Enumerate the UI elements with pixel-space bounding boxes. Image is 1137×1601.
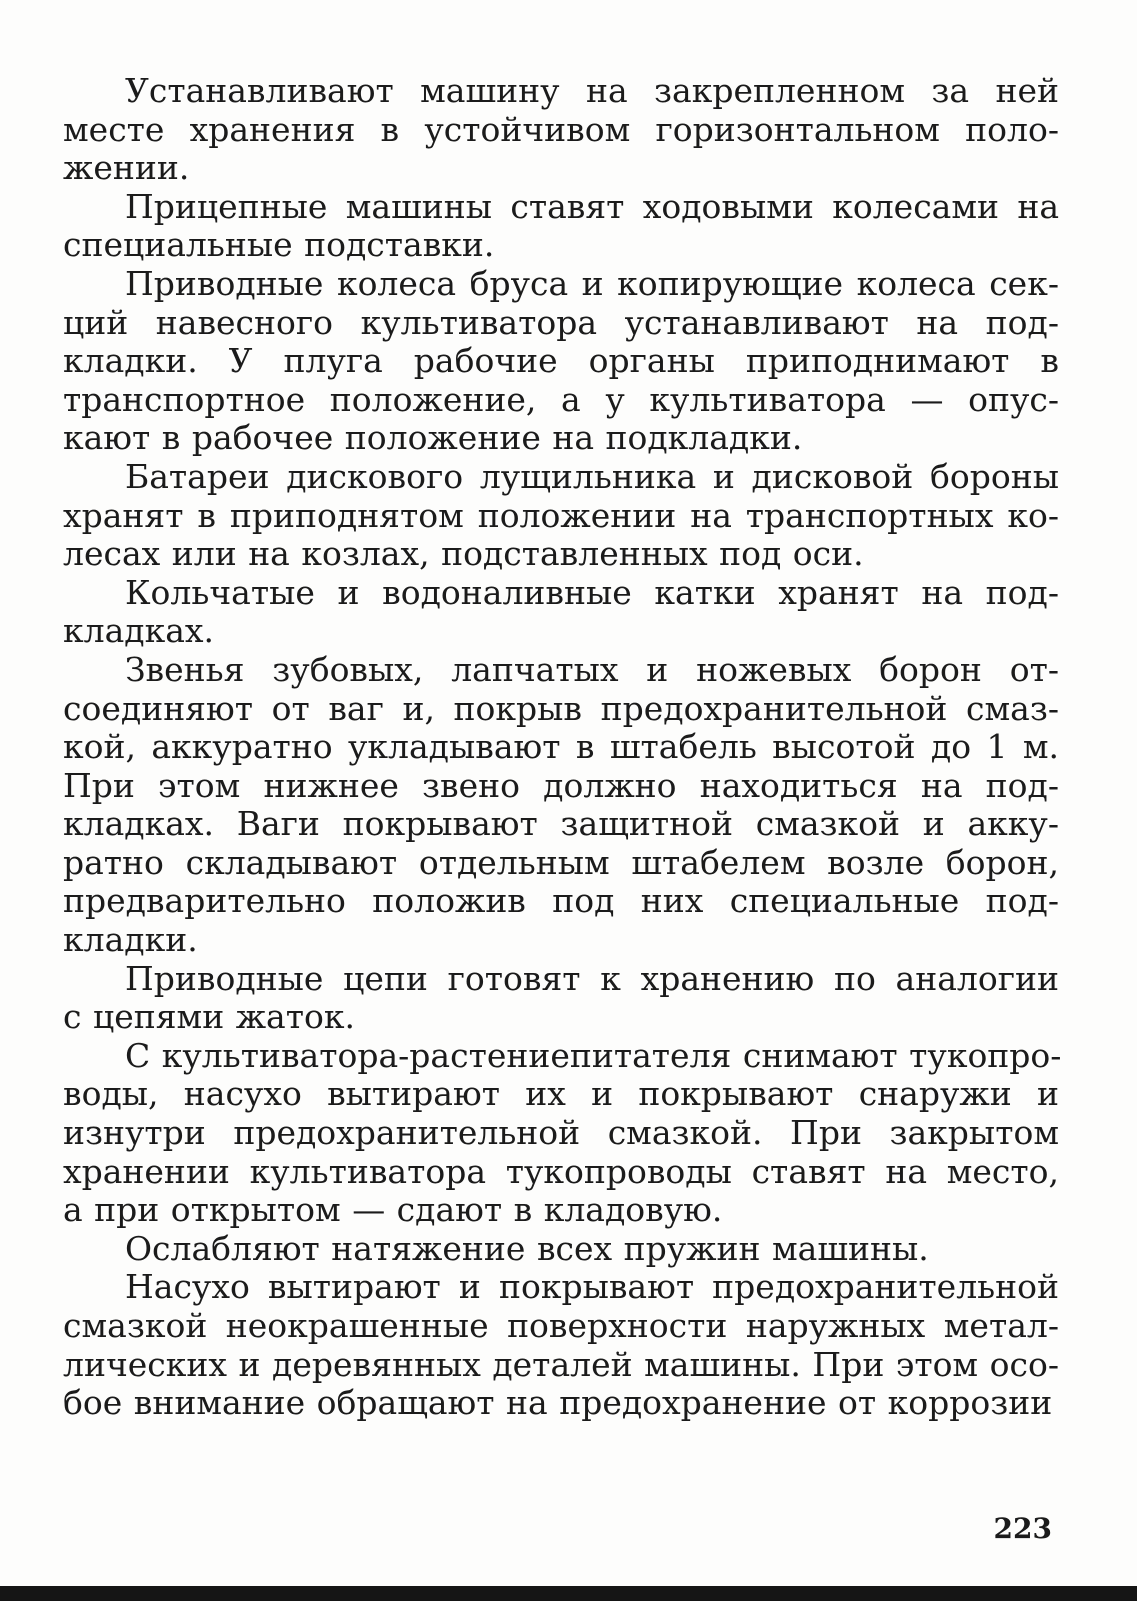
text-line: транспортное положение, а у культиватора — опус- [63,379,1059,419]
text-line: ратно складывают отдельным штабелем возле борон, [63,842,1059,882]
body-text [63,71,1062,1423]
text-line: кладках. Ваги покрывают защитной смазкой и акку- [63,804,1059,844]
text-line: жении. [63,148,190,188]
text-line: лесах или на козлах, подставленных под оси. [63,534,864,574]
text-line: Приводные колеса бруса и копирующие колеса сек- [125,263,1059,303]
paragraph [63,458,1059,574]
text-line: кой, аккуратно укладывают в штабель высотой до 1 м. [63,727,1059,767]
text-line: Кольчатые и водоналивные катки хранят на под- [125,572,1059,612]
text-line: С культиватора-растениепитателя снимают тукопро- [125,1035,1062,1075]
paragraph [63,265,1059,458]
text-line: При этом нижнее звено должно находиться на под- [63,765,1059,805]
paragraph [63,1035,1062,1230]
text-line: специальные подставки. [63,225,495,265]
text-line: кладки. [63,920,198,960]
text-line: кладках. [63,611,214,651]
text-line: воды, насухо вытирают их и покрывают снаружи и [63,1074,1059,1114]
text-line: кают в рабочее положение на подкладки. [63,418,803,458]
paragraph [63,188,1059,265]
text-line: смазкой неокрашенные поверхности наружных метал- [63,1306,1059,1345]
text-line: Насухо вытирают и покрывают предохранительной [125,1267,1059,1307]
text-line: месте хранения в устойчивом горизонтальном поло- [63,109,1059,149]
text-line: предварительно положив под них специальные под- [63,881,1059,921]
scan-bottom-edge [0,1586,1137,1601]
paragraph [63,651,1059,960]
text-line: ций навесного культиватора устанавливают на под- [63,302,1059,342]
text-line: с цепями жаток. [63,997,355,1037]
text-line: кладки. У плуга рабочие органы приподнимают в [63,341,1059,381]
text-line: Звенья зубовых, лапчатых и ножевых борон от- [125,649,1059,689]
text-line: а при открытом — сдают в кладовую. [63,1190,723,1230]
text-line: Прицепные машины ставят ходовыми колесами на [125,186,1059,226]
page-number: 223 [993,1512,1052,1545]
text-line: Батареи дискового лущильника и дисковой бороны [125,456,1059,496]
paragraph [63,574,1059,651]
paragraph [63,960,1059,1037]
paragraph [63,72,1059,188]
text-line: хранят в приподнятом положении на транспортных ко- [63,495,1059,535]
text-line: лических и деревянных деталей машины. При этом осо- [63,1344,1059,1384]
text-line: Устанавливают машину на закрепленном за ней [125,71,1059,110]
paragraph [63,1230,1059,1269]
text-line: хранении культиватора тукопроводы ставят на место, [63,1151,1059,1191]
text-line: Ослабляют натяжение всех пружин машины. [125,1228,929,1268]
paragraph [63,1268,1059,1422]
text-line: Приводные цепи готовят к хранению по аналогии [125,958,1059,998]
text-line: соединяют от ваг и, покрыв предохранительной смаз- [63,688,1059,728]
text-line: изнутри предохранительной смазкой. При закрытом [63,1113,1059,1153]
text-line: бое внимание обращают на предохранение от коррозии [63,1383,1053,1423]
